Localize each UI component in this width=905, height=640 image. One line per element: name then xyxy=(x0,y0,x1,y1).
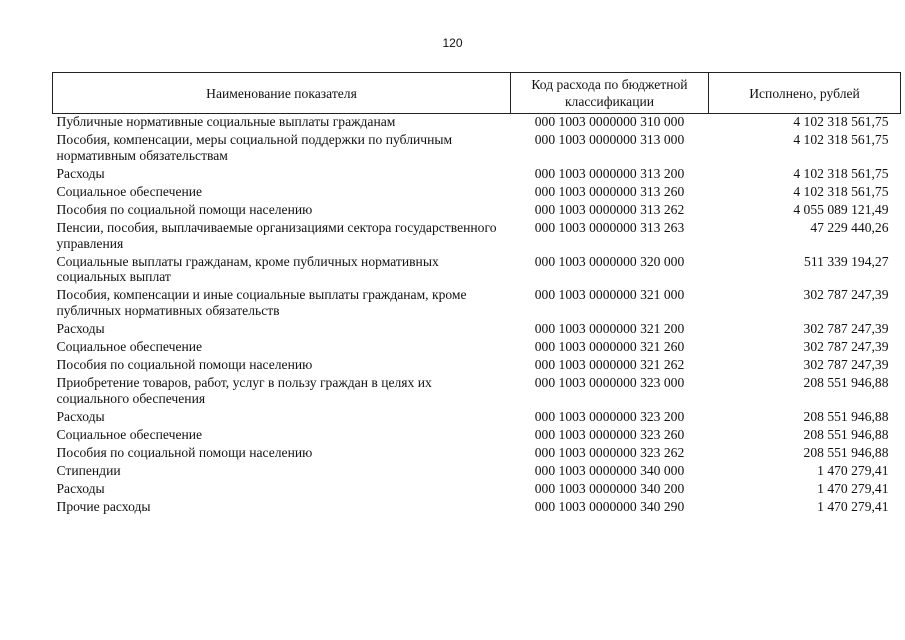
row-name: Расходы xyxy=(56,165,105,181)
table-row xyxy=(53,427,901,445)
row-code: 000 1003 0000000 340 000 xyxy=(534,462,685,478)
table-row xyxy=(53,321,901,339)
row-amount: 1 470 279,41 xyxy=(817,462,889,478)
row-code: 000 1003 0000000 320 000 xyxy=(534,253,685,269)
table-header xyxy=(53,73,901,114)
page-number: 120 xyxy=(442,36,463,50)
row-amount: 4 102 318 561,75 xyxy=(793,183,889,199)
row-amount: 4 055 089 121,49 xyxy=(793,201,889,217)
row-amount: 4 102 318 561,75 xyxy=(793,165,889,181)
row-code: 000 1003 0000000 323 262 xyxy=(534,444,685,460)
row-amount: 1 470 279,41 xyxy=(817,498,889,514)
row-name: Социальное обеспечение xyxy=(56,339,203,355)
header-row xyxy=(53,73,901,114)
row-name: Пенсии, пособия, выплачиваемые организациями сектора государственного управления xyxy=(56,219,497,251)
row-name: Стипендии xyxy=(56,462,121,478)
row-name: Пособия по социальной помощи населению xyxy=(56,444,313,460)
row-amount: 302 787 247,39 xyxy=(803,339,889,355)
row-name: Пособия по социальной помощи населению xyxy=(56,357,313,373)
row-amount: 47 229 440,26 xyxy=(810,219,889,235)
row-name: Расходы xyxy=(56,408,105,424)
row-amount: 208 551 946,88 xyxy=(803,426,889,442)
row-amount: 208 551 946,88 xyxy=(803,408,889,424)
row-name: Публичные нормативные социальные выплаты гражданам xyxy=(56,114,396,129)
table-row xyxy=(53,339,901,357)
table-row xyxy=(53,132,901,166)
row-code: 000 1003 0000000 323 000 xyxy=(534,375,685,391)
row-code: 000 1003 0000000 313 200 xyxy=(534,165,685,181)
row-code: 000 1003 0000000 340 290 xyxy=(534,498,685,514)
row-code: 000 1003 0000000 321 200 xyxy=(534,321,685,337)
table-row xyxy=(53,481,901,499)
row-amount: 208 551 946,88 xyxy=(803,444,889,460)
row-code: 000 1003 0000000 321 000 xyxy=(534,287,685,303)
row-name: Пособия, компенсации и иные социальные выплаты гражданам, кроме публичных нормативных обязательств xyxy=(56,287,467,319)
row-code: 000 1003 0000000 310 000 xyxy=(534,114,685,129)
row-name: Социальное обеспечение xyxy=(56,183,203,199)
row-amount: 208 551 946,88 xyxy=(803,375,889,391)
row-amount: 302 787 247,39 xyxy=(803,287,889,303)
row-amount: 302 787 247,39 xyxy=(803,321,889,337)
table-row xyxy=(53,463,901,481)
row-amount: 4 102 318 561,75 xyxy=(793,131,889,147)
row-amount: 302 787 247,39 xyxy=(803,357,889,373)
row-name: Прочие расходы xyxy=(56,498,151,514)
header-name: Наименование показателя xyxy=(53,73,511,114)
header-code: Код расхода по бюджетной классификации xyxy=(511,73,709,114)
row-code: 000 1003 0000000 323 200 xyxy=(534,408,685,424)
row-code: 000 1003 0000000 323 260 xyxy=(534,426,685,442)
row-code: 000 1003 0000000 340 200 xyxy=(534,480,685,496)
expenditure-table xyxy=(52,72,901,517)
row-code: 000 1003 0000000 313 262 xyxy=(534,201,685,217)
row-code: 000 1003 0000000 313 260 xyxy=(534,183,685,199)
table-row xyxy=(53,357,901,375)
row-name: Пособия, компенсации, меры социальной поддержки по публичным нормативным обязательствам xyxy=(56,131,453,163)
table-row xyxy=(53,445,901,463)
row-name: Социальное обеспечение xyxy=(56,426,203,442)
table-row xyxy=(53,114,901,132)
table-row xyxy=(53,220,901,254)
table-row xyxy=(53,202,901,220)
table-row xyxy=(53,287,901,321)
row-name: Расходы xyxy=(56,321,105,337)
row-code: 000 1003 0000000 321 262 xyxy=(534,357,685,373)
row-amount: 511 339 194,27 xyxy=(804,253,889,269)
table-row xyxy=(53,166,901,184)
table-row xyxy=(53,409,901,427)
header-amount: Исполнено, рублей xyxy=(709,73,901,114)
row-name: Пособия по социальной помощи населению xyxy=(56,201,313,217)
row-amount: 4 102 318 561,75 xyxy=(793,114,889,129)
row-code: 000 1003 0000000 313 263 xyxy=(534,219,685,235)
row-code: 000 1003 0000000 313 000 xyxy=(534,131,685,147)
table-row xyxy=(53,375,901,409)
table-row xyxy=(53,499,901,517)
table-row xyxy=(53,254,901,288)
row-amount: 1 470 279,41 xyxy=(817,480,889,496)
row-name: Приобретение товаров, работ, услуг в пользу граждан в целях их социального обеспечения xyxy=(56,375,432,406)
row-code: 000 1003 0000000 321 260 xyxy=(534,339,685,355)
row-name: Расходы xyxy=(56,480,105,496)
row-name: Социальные выплаты гражданам, кроме публичных нормативных социальных выплат xyxy=(56,253,439,285)
table-row xyxy=(53,184,901,202)
table-body xyxy=(53,114,901,517)
